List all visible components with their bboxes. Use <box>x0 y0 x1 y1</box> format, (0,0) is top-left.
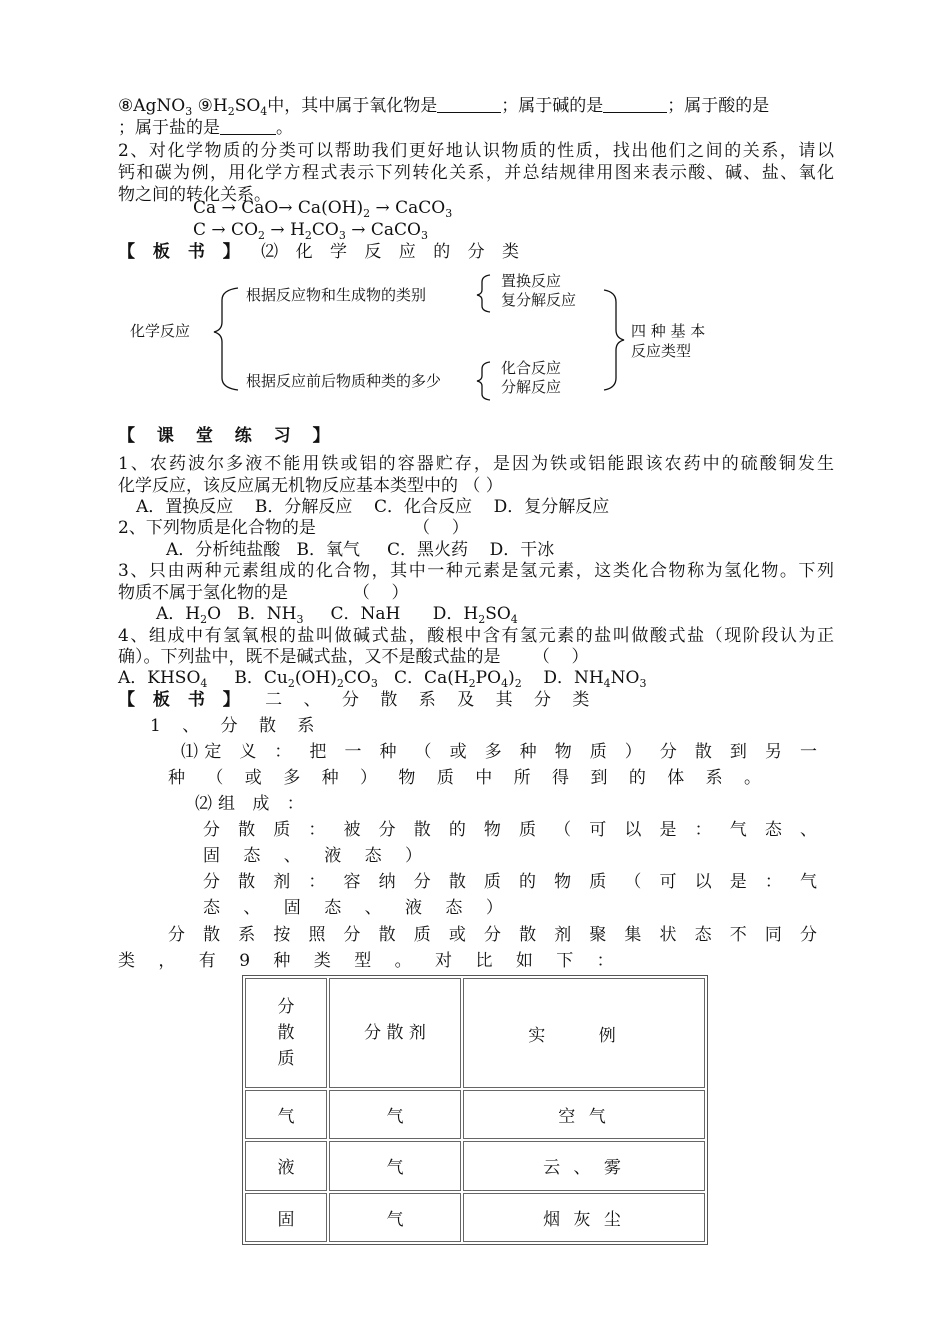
practice-q3-options: A．$H_2O$ B．$NH_3$ C．NaH D．$H_2SO_4$ <box>156 604 518 626</box>
composition-label: ⑵组 成 ： <box>195 794 310 814</box>
diagram-branch-2: 根据反应前后物质种类的多少 <box>246 372 442 390</box>
cell-medium: 气 <box>329 1090 461 1139</box>
equation-carbon: $C \to CO_2 \to H_2CO_3$ → CaCO$_3$ <box>193 220 428 242</box>
header-text: 分 散 剂 <box>364 1023 426 1043</box>
board-title: ⑵ 化 学 反 应 的 分 类 <box>261 242 525 262</box>
cell-example: 烟 灰 尘 <box>463 1193 705 1242</box>
cell-medium: 气 <box>329 1141 461 1190</box>
equation-part: Ca → CaO→ Ca(OH) <box>193 198 364 218</box>
practice-q3-line-2: 物质不属于氢化物的是 （ ） <box>118 583 409 603</box>
equation-part: → H <box>265 220 305 240</box>
practice-q2-options: A．分析纯盐酸 B．氧气 C．黑火药 D．干冰 <box>166 540 555 560</box>
practice-q1-options: A．置换反应 B．分解反应 C．化合反应 D．复分解反应 <box>136 497 610 517</box>
equation-calcium: $Ca \to CaO\to Ca(OH)_2$ → CaCO$_3$ <box>193 198 453 220</box>
table-row <box>245 1193 705 1242</box>
practice-q1-line-1: 1、农药波尔多液不能用铁或铝的容器贮存，是因为铁或铝能跟该农药中的硫酸铜发生 <box>118 454 834 474</box>
header-example <box>463 978 705 1088</box>
intro-text: ⑨H <box>192 96 228 116</box>
diagram-result-1: 四 种 基 本 <box>631 322 706 340</box>
diagram-item-decomposition: 分解反应 <box>501 378 562 396</box>
practice-heading: 【 课 堂 练 习 】 <box>118 426 338 446</box>
intro-text: 。 <box>276 118 293 138</box>
definition-line-2: 种 （ 或 多 种 ） 物 质 中 所 得 到 的 体 系 。 <box>168 768 770 788</box>
cell-phase: 气 <box>245 1090 327 1139</box>
q2-line-3: 物之间的转化关系。 <box>118 185 271 205</box>
cell-medium: 气 <box>329 1193 461 1242</box>
intro-text: 中，其中属于氧化物是 <box>267 96 438 116</box>
diagram-item-combination: 化合反应 <box>501 359 562 377</box>
intro-text: ；属于酸的是 <box>667 96 770 116</box>
cell-phase: 液 <box>245 1141 327 1190</box>
cell-phase: 固 <box>245 1193 327 1242</box>
dispersion-medium-line-1: 分 散 剂 ： 容 纳 分 散 质 的 物 质 （ 可 以 是 ： 气 <box>203 872 817 892</box>
cell-example: 空 气 <box>463 1090 705 1139</box>
practice-q4-line-1: 4、组成中有氢氧根的盐叫做碱式盐，酸根中含有氢元素的盐叫做酸式盐（现阶段认为正 <box>118 626 834 646</box>
intro-text: ；属于盐的是 <box>118 118 220 138</box>
table-row <box>245 1090 705 1139</box>
diagram-item-double-decomposition: 复分解反应 <box>501 291 577 309</box>
header-text: 分散质 <box>277 997 295 1069</box>
diagram-result-2: 反应类型 <box>631 342 692 360</box>
equation-part: CO <box>311 220 339 240</box>
q2-line-1: 2、对化学物质的分类可以帮助我们更好地认识物质的性质，找出他们之间的关系，请以 <box>118 141 834 161</box>
dispersed-phase-line-2: 固 态 、 液 态 ） <box>203 846 432 866</box>
definition-line-1: ⑴定 义 ： 把 一 种 （ 或 多 种 物 质 ） 分 散 到 另 一 <box>181 742 817 762</box>
board-heading-2 <box>118 689 597 711</box>
board-label: 【 板 书 】 <box>118 242 246 262</box>
equation-part: → CaCO <box>370 198 446 218</box>
diagram-item-displacement: 置换反应 <box>501 272 562 290</box>
intro-text: ；属于碱的是 <box>501 96 604 116</box>
dispersion-types-table <box>242 975 708 1245</box>
brace-lines <box>0 0 950 420</box>
types-line-2: 类 ， 有 9 种 类 型 。 对 比 如 下 ： <box>118 951 623 971</box>
board-title: 二 、 分 散 系 及 其 分 类 <box>265 690 598 710</box>
header-dispersion-medium <box>329 978 461 1088</box>
equation-part: → CaCO <box>345 220 421 240</box>
practice-q1-line-2: 化学反应，该反应属无机物反应基本类型中的 （ ） <box>118 476 503 496</box>
types-line-1: 分 散 系 按 照 分 散 质 或 分 散 剂 聚 集 状 态 不 同 分 <box>168 925 817 945</box>
diagram-branch-1: 根据反应物和生成物的类别 <box>246 286 427 304</box>
practice-q3-line-1: 3、只由两种元素组成的化合物，其中一种元素是氢元素，这类化合物称为氢化物。下列 <box>118 561 834 581</box>
table-header-row <box>245 978 705 1088</box>
board-label: 【 板 书 】 <box>118 690 246 710</box>
intro-text: ⑧AgNO <box>118 96 186 116</box>
diagram-root: 化学反应 <box>130 322 191 340</box>
cell-example: 云 、 雾 <box>463 1141 705 1190</box>
equation-part: C → CO <box>193 220 259 240</box>
header-text: 实 例 <box>528 1025 640 1046</box>
header-dispersed-phase <box>245 978 327 1088</box>
q2-line-2: 钙和碳为例，用化学方程式表示下列转化关系，并总结规律用图来表示酸、碱、盐、氧化 <box>118 163 834 183</box>
dispersed-phase-line-1: 分 散 质 ： 被 分 散 的 物 质 （ 可 以 是 ： 气 态 、 <box>203 820 817 840</box>
dispersion-medium-line-2: 态 、 固 态 、 液 态 ） <box>203 898 512 918</box>
practice-q4-line-2: 确）。下列盐中，既不是碱式盐，又不是酸式盐的是 （ ） <box>118 647 589 667</box>
section-dispersion: 1 、 分 散 系 <box>150 716 323 736</box>
table-row <box>245 1141 705 1190</box>
intro-text: SO <box>234 96 261 116</box>
intro-line-1: ⑧AgNO$_3$ $⑨H_2SO_4$中，其中属于氧化物是 ；属于碱的是 ；属于酸的是 <box>118 96 770 118</box>
practice-q2-line-1: 2、下列物质是化合物的是 （ ） <box>118 518 469 538</box>
practice-q4-options: A．$KHSO_4$ B．$Cu_2(OH)_2CO_3$ C．$Ca(H_2PO_4)_2$ D．$NH_4NO_3$ <box>118 668 647 690</box>
